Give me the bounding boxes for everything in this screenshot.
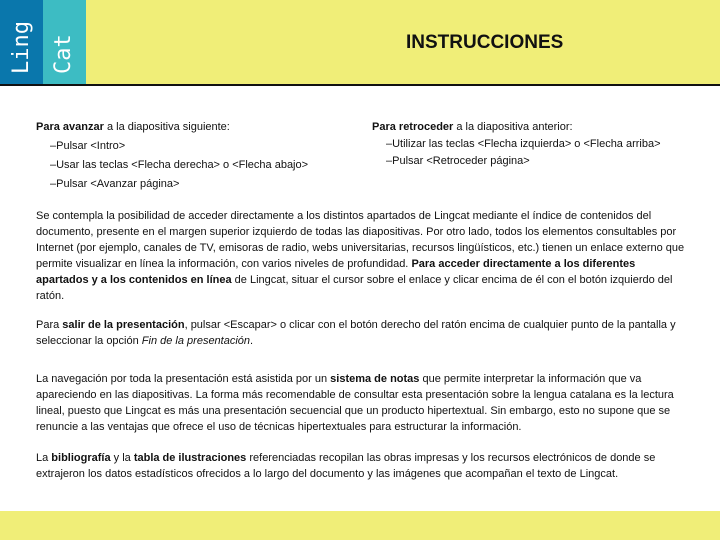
forward-lead-text: a la diapositiva siguiente: bbox=[103, 121, 230, 133]
bold-text: Para acceder directamente a los diferentes apartados y a los contenidos en línea bbox=[36, 258, 636, 286]
text: , pulsar <Escapar> o clicar con el botón derecho del ratón encima de cualquier punto de la pantalla y seleccionar la opción bbox=[36, 319, 676, 347]
list-item: –Pulsar <Intro> bbox=[50, 140, 126, 152]
text: . bbox=[250, 335, 254, 347]
logo-text-ling: Ling bbox=[9, 21, 34, 74]
list-item: –Usar las teclas <Flecha derecha> o <Flecha abajo> bbox=[50, 159, 309, 171]
paragraph-navigation bbox=[36, 371, 690, 435]
text: y la bbox=[110, 452, 134, 464]
text: Para bbox=[36, 319, 63, 331]
forward-lead-bold: Para avanzar bbox=[36, 121, 104, 133]
footer-bar bbox=[0, 511, 720, 540]
list-item: –Pulsar <Avanzar página> bbox=[50, 178, 180, 190]
bold-text: sistema de notas bbox=[330, 373, 420, 385]
backward-instructions bbox=[372, 119, 666, 169]
bold-text: salir de la presentación bbox=[62, 319, 185, 331]
forward-lead bbox=[36, 119, 308, 135]
text: La bbox=[36, 452, 52, 464]
paragraph-direct-access bbox=[36, 208, 690, 304]
text: que permite interpretar la información que va apareciendo en las diapositivas. La forma más recomendable de consultar esta presentación sobre la lengua catalana es la lectura lineal, puesto que Lingcat es más una presentación secuencial que un producto hipertextual. Sin embargo, esto no supone que se renuncie a las ventajas que ofrece el uso de técnicas hipertextuales para estructurar la información. bbox=[36, 373, 674, 433]
header-divider bbox=[0, 84, 720, 86]
backward-lead-text: a la diapositiva anterior: bbox=[453, 121, 573, 133]
italic-text: Fin de la presentación bbox=[141, 335, 251, 347]
header-bar bbox=[86, 0, 720, 84]
paragraph-bibliography bbox=[36, 450, 690, 482]
backward-lead-bold: Para retroceder bbox=[372, 121, 454, 133]
list-item: –Utilizar las teclas <Flecha izquierda> o <Flecha arriba> bbox=[386, 138, 661, 150]
lingcat-logo bbox=[0, 0, 86, 84]
bold-text: bibliografía bbox=[51, 452, 111, 464]
paragraph-exit bbox=[36, 317, 690, 349]
bold-text: tabla de ilustraciones bbox=[133, 452, 247, 464]
logo-text-cat: Cat bbox=[51, 34, 76, 74]
text: referenciadas recopilan las obras impresas y los recursos electrónicos de donde se extrajeron los datos estadísticos ofrecidos a lo largo del documento y las imágenes que acompañan el texto de Lingcat. bbox=[36, 452, 656, 480]
text: La navegación por toda la presentación está asistida por un bbox=[36, 373, 331, 385]
forward-instructions bbox=[36, 119, 308, 192]
text: de Lingcat, situar el cursor sobre el enlace y clicar encima de él con el botón izquierdo del ratón. bbox=[36, 274, 673, 302]
backward-lead bbox=[372, 119, 666, 135]
page-title: INSTRUCCIONES bbox=[406, 32, 564, 53]
text: Se contempla la posibilidad de acceder directamente a los distintos apartados de Lingcat mediante el índice de contenidos del documento, presente en el margen superior izquierdo de todas las diapositivas. Por otro lado, todos los elementos consultables por Internet (por ejemplo, canales de TV, emisoras de radio, webs universitarias, recursos lingüísticos, etc.) tienen un enlace externo que permite visualizar en línea la información, con varios niveles de profundidad. bbox=[36, 210, 685, 270]
list-item: –Pulsar <Retroceder página> bbox=[386, 155, 530, 167]
